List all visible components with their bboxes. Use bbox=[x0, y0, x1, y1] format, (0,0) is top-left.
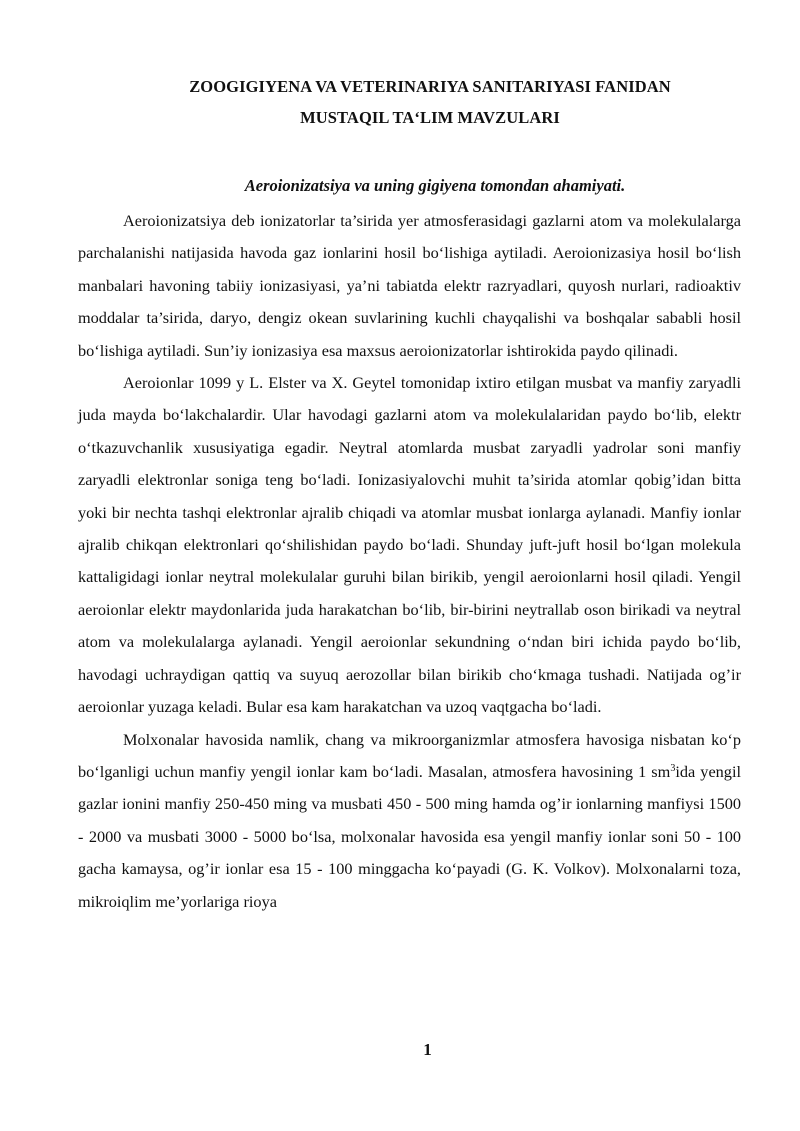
topic-heading: Aeroionizatsiya va uning gigiyena tomondan ahamiyati. bbox=[244, 176, 626, 195]
body-text bbox=[78, 205, 741, 918]
document-title-line-2: MUSTAQIL TA‘LIM MAVZULARI bbox=[300, 108, 560, 127]
paragraph-text: ida yengil gazlar ionini manfiy 250-450 ming va musbati 450 - 500 ming hamda og’ir ionlarning manfiysi 1500 - 2000 va musbati 3000 - 5000 bo‘lsa, molxonalar havosida esa yengil manfiy ionlar soni 50 - 100 gacha kamaysa, og’ir ionlar esa 15 - 100 minggacha ko‘payadi (G. K. Volkov). Molxonalarni toza, mikroiqlim me’yorlariga rioya bbox=[78, 761, 741, 911]
superscript: 3 bbox=[670, 762, 676, 774]
paragraph: Aeroionizatsiya deb ionizatorlar ta’sirida yer atmosferasidagi gazlarni atom va molekulalarga parchalanishi natijasida havoda gaz ionlarini hosil bo‘lishiga aytiladi. Aeroionizasiya hosil bo‘lish manbalari havoning tabiiy ionizasiyasi, ya’ni tabiatda elektr razryadlari, quyosh nurlari, radioaktiv moddalar ta’sirida, daryo, dengiz okean suvlarining kuchli chayqalishi va boshqalar sababli hosil bo‘lishiga aytiladi. Sun’iy ionizasiya esa maxsus aeroionizatorlar ishtirokida paydo qilinadi. bbox=[78, 211, 741, 360]
page-number: 1 bbox=[423, 1040, 432, 1059]
paragraph bbox=[78, 724, 741, 918]
document-title-line-1: ZOOGIGIYENA VA VETERINARIYA SANITARIYASI FANIDAN bbox=[189, 77, 671, 96]
paragraph: Aeroionlar 1099 y L. Elster va X. Geytel tomonidap ixtiro etilgan musbat va manfiy zaryadli juda mayda bo‘lakchalardir. Ular havodagi gazlarni atom va molekulalaridan paydo bo‘lib, elektr o‘tkazuvchanlik xususiyatiga egadir. Neytral atomlarda musbat zaryadli yadrolar soni manfiy zaryadli elektronlar soniga teng bo‘ladi. Ionizasiyalovchi muhit ta’sirida atomlar qobig’idan bitta yoki bir nechta tashqi elektronlar ajralib chiqadi va atomlar musbat ionlarga aylanadi. Manfiy ionlar ajralib chikqan elektronlari qo‘shilishidan paydo bo‘ladi. Shunday juft-juft hosil bo‘lgan molekula kattaligidagi ionlar neytral molekulalar guruhi bilan birikib, yengil aeroionlarni hosil qiladi. Yengil aeroionlar elektr maydonlarida juda harakatchan bo‘lib, bir-birini neytrallab oson birikadi va neytral atom va molekulalarga aylanadi. Yengil aeroionlar sekundning o‘ndan biri ichida paydo bo‘lib, havodagi uchraydigan qattiq va suyuq aerozollar bilan birikib cho‘kmaga tushadi. Natijada og’ir aeroionlar yuzaga keladi. Bular esa kam harakatchan va uzoq vaqtgacha bo‘ladi. bbox=[78, 373, 741, 717]
paragraph-text: Molxonalar havosida namlik, chang va mikroorganizmlar atmosfera havosiga nisbatan ko‘p bo‘lganligi uchun manfiy yengil ionlar kam bo‘ladi. Masalan, atmosfera havosining 1 sm bbox=[78, 729, 741, 781]
